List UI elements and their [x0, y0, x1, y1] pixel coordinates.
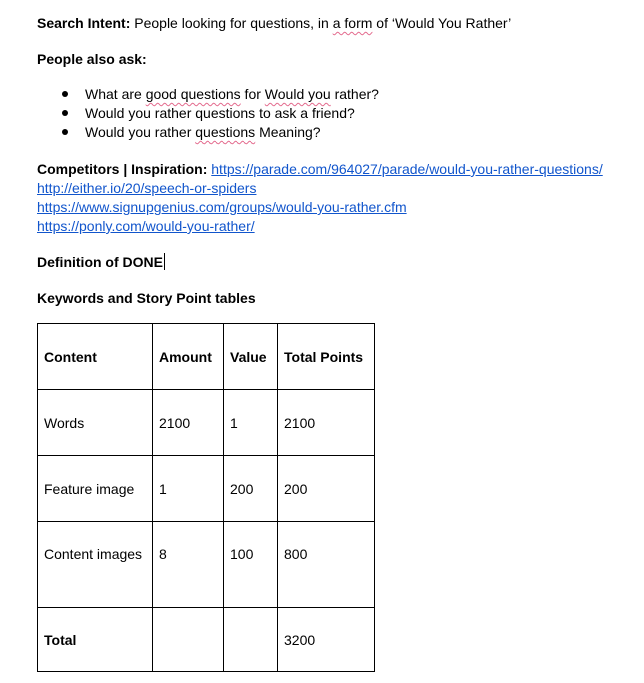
competitor-link-row: [37, 217, 255, 235]
table-header-cell[interactable]: Value: [224, 324, 278, 390]
spellcheck-flag[interactable]: Would you: [264, 86, 331, 102]
spellcheck-flag[interactable]: a form: [332, 15, 373, 31]
bullet-icon: [62, 110, 68, 116]
table-cell[interactable]: Words: [38, 390, 153, 456]
people-also-ask-list: [37, 85, 379, 142]
bullet-icon: [62, 129, 68, 135]
text-cursor: [164, 253, 165, 270]
competitor-link-row: [37, 179, 256, 197]
table-cell[interactable]: 1: [224, 390, 278, 456]
list-item: Would you rather questions to ask a friend?: [37, 104, 379, 123]
table-cell[interactable]: [153, 608, 224, 672]
table-cell[interactable]: 2100: [153, 390, 224, 456]
search-intent-label: Search Intent:: [37, 15, 131, 31]
table-cell[interactable]: 3200: [278, 608, 375, 672]
table-cell[interactable]: 800: [278, 522, 375, 608]
competitors-label: Competitors | Inspiration:: [37, 161, 208, 177]
table-header-row: [38, 324, 375, 390]
list-item: What are good questions for Would you rather?: [37, 85, 379, 104]
competitors-line: [37, 160, 603, 178]
story-point-table: [37, 323, 375, 672]
table-row: [38, 390, 375, 456]
table-header-cell[interactable]: Amount: [153, 324, 224, 390]
definition-of-done-heading[interactable]: Definition of DONE: [37, 254, 163, 270]
table-header-cell[interactable]: Content: [38, 324, 153, 390]
bullet-icon: [62, 91, 68, 97]
list-item: Would you rather questions Meaning?: [37, 123, 379, 142]
table-cell[interactable]: 200: [278, 456, 375, 522]
keywords-heading: Keywords and Story Point tables: [37, 290, 256, 306]
table-cell[interactable]: Total: [38, 608, 153, 672]
table-row: [38, 522, 375, 608]
competitor-link-row: [37, 198, 407, 216]
table-cell[interactable]: 100: [224, 522, 278, 608]
table-cell[interactable]: [224, 608, 278, 672]
competitor-link[interactable]: https://www.signupgenius.com/groups/would-you-rather.cfm: [37, 199, 407, 215]
competitor-link[interactable]: https://ponly.com/would-you-rather/: [37, 218, 255, 234]
table-cell[interactable]: 2100: [278, 390, 375, 456]
table-cell[interactable]: 1: [153, 456, 224, 522]
people-also-ask-heading: People also ask:: [37, 51, 147, 67]
competitor-link[interactable]: http://either.io/20/speech-or-spiders: [37, 180, 257, 196]
table-cell[interactable]: 200: [224, 456, 278, 522]
table-cell[interactable]: Feature image: [38, 456, 153, 522]
table-total-row: [38, 608, 375, 672]
competitor-link[interactable]: https://parade.com/964027/parade/would-you-rather-questions/: [211, 161, 603, 177]
spellcheck-flag[interactable]: good questions: [145, 86, 241, 102]
search-intent-text: People looking for questions, in a form of ‘Would You Rather’: [134, 15, 512, 31]
search-intent-line: [37, 14, 511, 32]
table-cell[interactable]: Content images: [38, 522, 153, 608]
table-cell[interactable]: 8: [153, 522, 224, 608]
table-row: [38, 456, 375, 522]
table-header-cell[interactable]: Total Points: [278, 324, 375, 390]
spellcheck-flag[interactable]: questions: [195, 124, 256, 140]
